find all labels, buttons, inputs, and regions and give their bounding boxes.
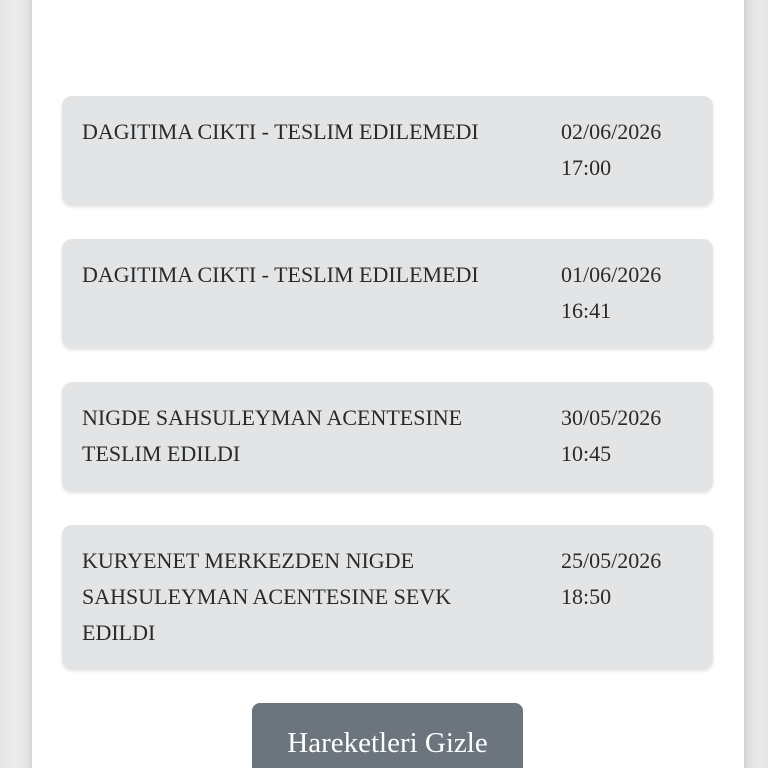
event-time: 16:41 — [561, 298, 612, 323]
tracking-event — [62, 525, 713, 669]
tracking-event — [62, 96, 713, 205]
event-datetime — [561, 543, 701, 615]
event-description: NIGDE SAHSULEYMAN ACENTESINE TESLIM EDILDI — [82, 405, 463, 466]
event-datetime — [561, 257, 701, 329]
event-date: 25/05/2026 — [561, 548, 662, 573]
event-time: 10:45 — [561, 441, 612, 466]
tracking-event — [62, 382, 713, 491]
event-date: 02/06/2026 — [561, 119, 662, 144]
event-description: DAGITIMA CIKTI - TESLIM EDILEMEDI — [82, 262, 479, 287]
tracking-event — [62, 239, 713, 348]
event-description: KURYENET MERKEZDEN NIGDE SAHSULEYMAN ACENTESINE SEVK EDILDI — [82, 548, 452, 645]
event-datetime — [561, 400, 701, 472]
event-time: 18:50 — [561, 584, 612, 609]
event-datetime — [561, 114, 701, 186]
hide-movements-button[interactable]: Hareketleri Gizle — [252, 703, 523, 768]
event-date: 30/05/2026 — [561, 405, 662, 430]
event-date: 01/06/2026 — [561, 262, 662, 287]
event-time: 17:00 — [561, 155, 612, 180]
event-description: DAGITIMA CIKTI - TESLIM EDILEMEDI — [82, 119, 479, 144]
